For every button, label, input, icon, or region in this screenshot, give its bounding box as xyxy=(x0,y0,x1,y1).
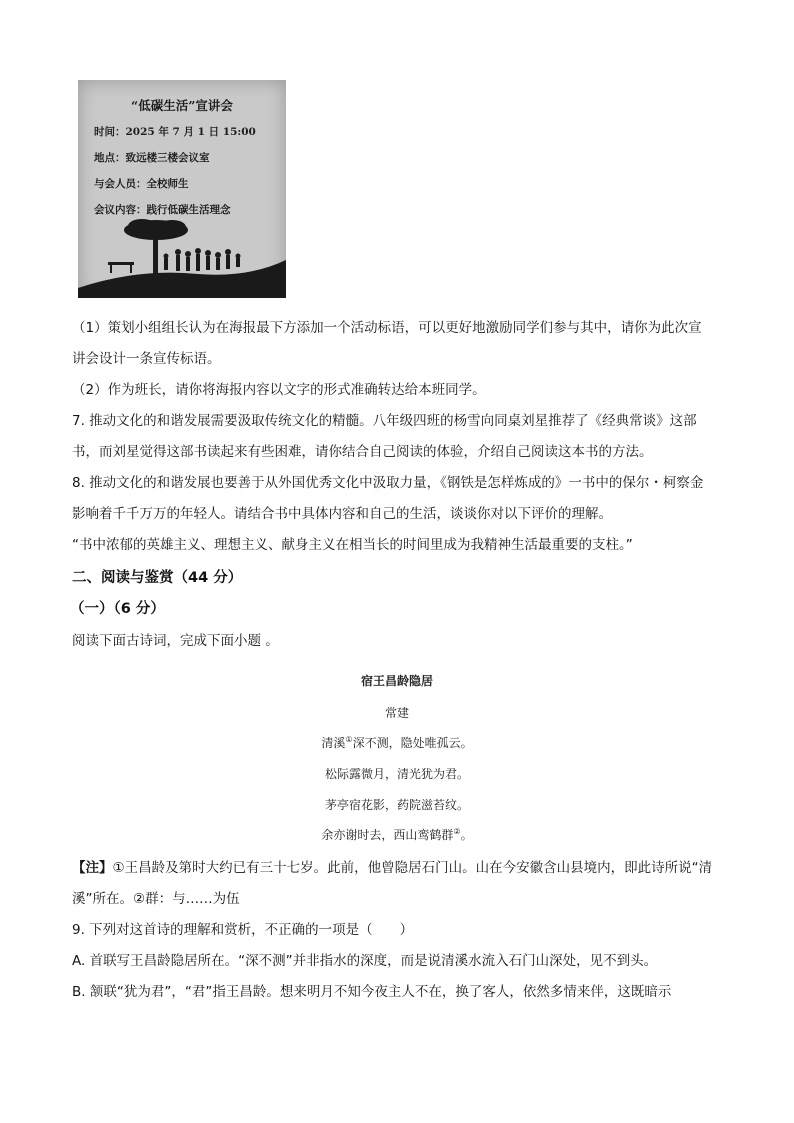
poem-author: 常建 xyxy=(384,706,409,720)
poem-title: 宿王昌龄隐居 xyxy=(360,674,433,688)
note-text-1: ①王昌龄及第时大约已有三十七岁。此前，他曾隐居石门山。山在今安徽含山县境内，即此诗所说“清 xyxy=(112,860,713,876)
poster-attendees: 与会人员：全校师生 xyxy=(94,178,189,190)
q8-quote: “书中浓郁的英雄主义、理想主义、献身主义在相当长的时间里成为我精神生活最重要的支柱。” xyxy=(72,537,633,553)
section-sub: （一）（6 分） xyxy=(70,601,165,617)
poem-line-2: 松际露微月，清光犹为君。 xyxy=(324,767,469,781)
poster-location: 地点：致远楼三楼会议室 xyxy=(94,152,210,164)
poster-image xyxy=(78,80,286,298)
note-line2: 溪”所在。②群：与……为伍 xyxy=(72,891,240,907)
poster-content: 会议内容：践行低碳生活理念 xyxy=(94,204,231,216)
q6-part1-line1: （1）策划小组组长认为在海报最下方添加一个活动标语，可以更好地激励同学们参与其中，请你为此次宣 xyxy=(72,320,702,336)
poem-line-1-a: 清溪 xyxy=(321,736,346,750)
poem-line-4-a: 余亦谢时去，西山鸾鹤群 xyxy=(321,828,454,842)
q6-part1-line2: 讲会设计一条宣传标语。 xyxy=(72,351,221,367)
section-heading: 二、阅读与鉴赏（44 分） xyxy=(72,570,243,586)
q7-line2: 书，而刘星觉得这部书读起来有些困难，请你结合自己阅读的体验，介绍自己阅读这本书的方法。 xyxy=(72,444,653,460)
poem-line-4 xyxy=(0,826,794,843)
poem-line-1 xyxy=(0,734,794,751)
note-line1 xyxy=(72,858,712,878)
q8-line1: 8. 推动文化的和谐发展也要善于从外国优秀文化中汲取力量，《钢铁是怎样炼成的》一书中的保尔・柯察金 xyxy=(72,475,704,491)
q9-option-a: A. 首联写王昌龄隐居所在。“深不测”并非指水的深度，而是说清溪水流入石门山深处，见不到头。 xyxy=(72,953,658,969)
note-label: 【注】 xyxy=(72,860,113,876)
poster-title: “低碳生活”宣讲会 xyxy=(131,98,233,113)
footnote-mark-2: ② xyxy=(453,827,461,836)
poster-time: 时间：2025 年 7 月 1 日 15:00 xyxy=(94,126,256,138)
q9-stem: 9. 下列对这首诗的理解和赏析，不正确的一项是（ ） xyxy=(72,922,414,938)
q7-line1: 7. 推动文化的和谐发展需要汲取传统文化的精髓。八年级四班的杨雪向同桌刘星推荐了《经典常谈》这部 xyxy=(72,413,697,429)
q8-line2: 影响着千千万万的年轻人。请结合书中具体内容和自己的生活，谈谈你对以下评价的理解。 xyxy=(72,506,612,522)
q9-option-b: B. 颔联“犹为君”，“君”指王昌龄。想来明月不知今夜主人不在，换了客人，依然多情来伴，这既暗示 xyxy=(72,984,672,1000)
q6-part2: （2）作为班长，请你将海报内容以文字的形式准确转达给本班同学。 xyxy=(72,382,486,398)
tree-and-people-silhouette-icon xyxy=(78,208,286,298)
poem-line-4-b: 。 xyxy=(460,828,473,842)
reading-instruction: 阅读下面古诗词，完成下面小题 。 xyxy=(72,633,279,649)
footnote-mark-1: ① xyxy=(345,735,353,744)
poem-line-3: 茅亭宿花影，药院滋苔纹。 xyxy=(324,798,469,812)
poem-line-1-b: 深不测，隐处唯孤云。 xyxy=(352,736,473,750)
